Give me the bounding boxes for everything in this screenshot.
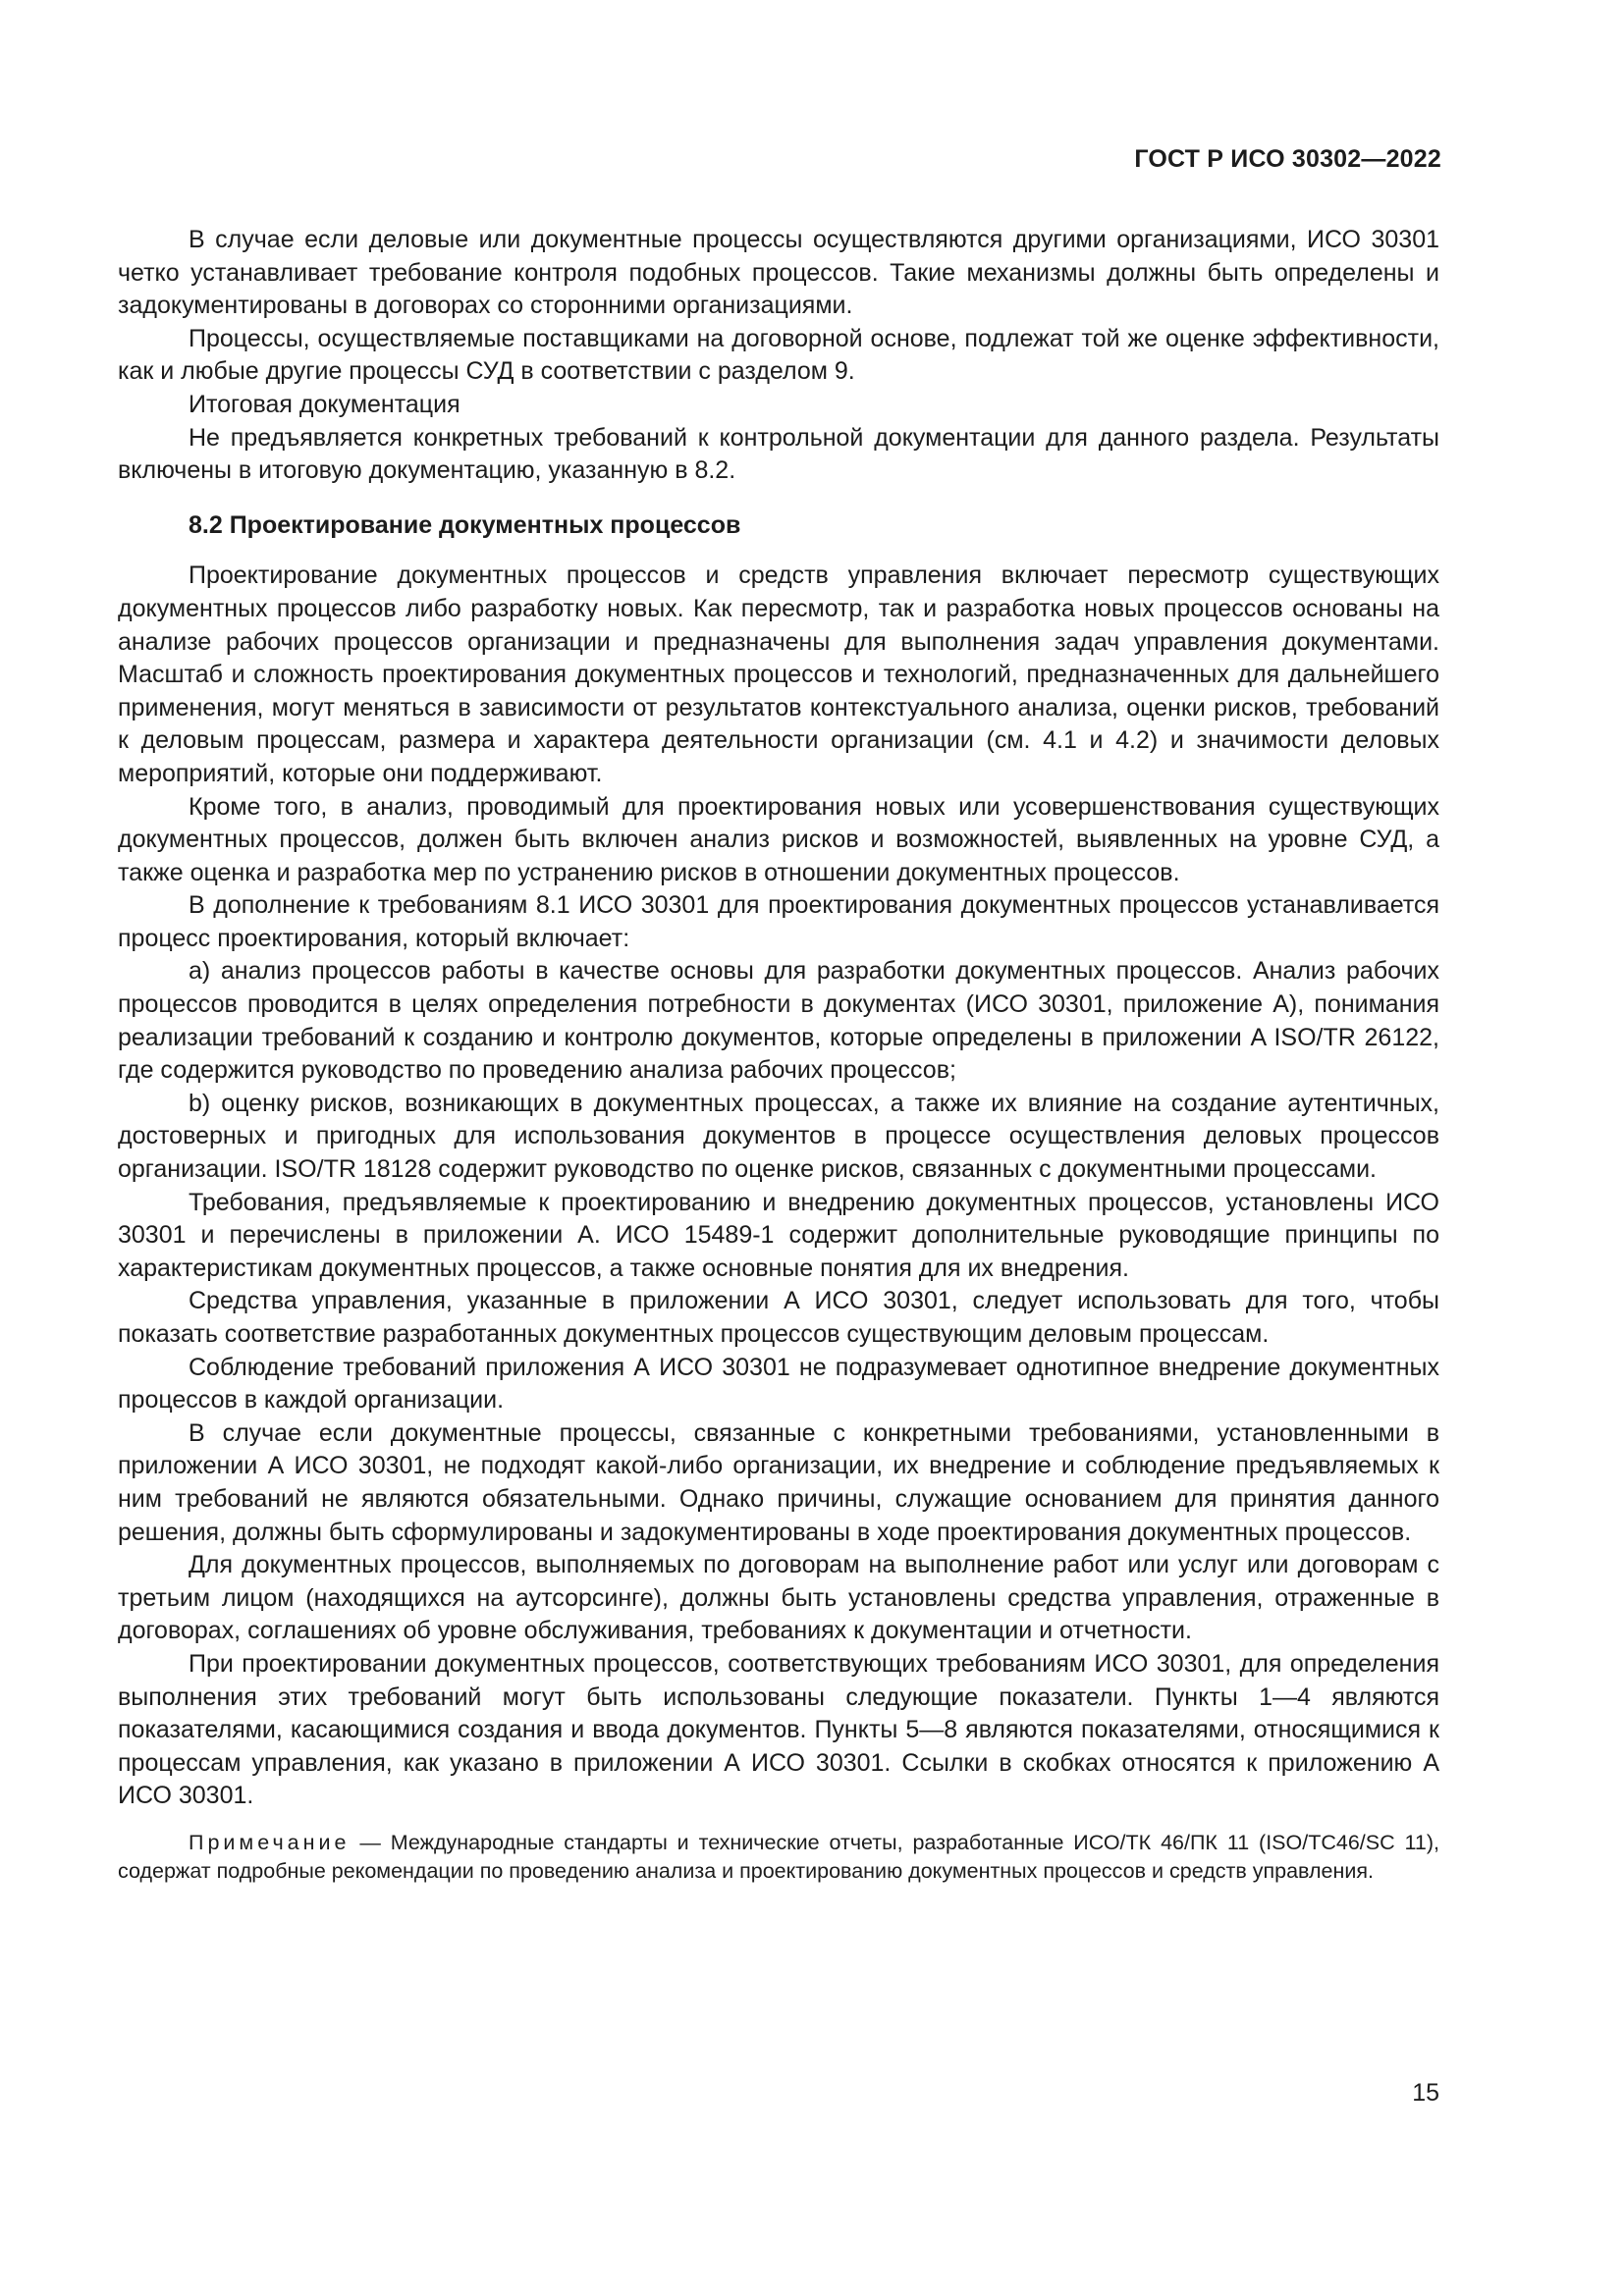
note-label: Примечание [189,1830,351,1854]
paragraph: Кроме того, в анализ, проводимый для проектирования новых или усовершенствования существующих документных процессов, должен быть включен анализ рисков и возможностей, выявленных на уровне СУД, а также оценка и разработка мер по устранению рисков в отношении документных процессов. [118,792,1439,886]
paragraph: Средства управления, указанные в приложении А ИСО 30301, следует использовать для того, чтобы показать соответствие разработанных документных процессов существующим деловым процессам. [118,1287,1439,1348]
paragraph: В дополнение к требованиям 8.1 ИСО 30301 для проектирования документных процессов устанавливается процесс проектирования, который включает: [118,891,1439,952]
subheading-final-documentation: Итоговая документация [189,390,460,418]
list-item-b: b) оценку рисков, возникающих в документных процессах, а также их влияние на создание аутентичных, достоверных и пригодных для использования документов в процессе осуществления деловых процессов организации. ISO/TR 18128 содержит руководство по оценке рисков, связанных с документными процессами. [118,1089,1439,1184]
paragraph: Соблюдение требований приложения А ИСО 30301 не подразумевает однотипное внедрение документных процессов в каждой организации. [118,1353,1439,1415]
list-item-a: a) анализ процессов работы в качестве основы для разработки документных процессов. Анализ рабочих процессов проводится в целях определения потребности в документах (ИСО 30301, приложение А), понимания реализации требований к созданию и контролю документов, которые определены в приложении A ISO/TR 26122, где содержится руководство по проведению анализа рабочих процессов; [118,957,1439,1085]
paragraph: Процессы, осуществляемые поставщиками на договорной основе, подлежат той же оценке эффективности, как и любые другие процессы СУД в соответствии с разделом 9. [118,324,1439,386]
paragraph: В случае если документные процессы, связанные с конкретными требованиями, установленными в приложении А ИСО 30301, не подходят какой-либо организации, их внедрение и соблюдение предъявляемых к ним требований не являются обязательными. Однако причины, служащие основанием для принятия данного решения, должны быть сформулированы и задокументированы в ходе проектирования документных процессов. [118,1418,1439,1546]
section-heading: 8.2 Проектирование документных процессов [189,510,741,539]
document-code-header: ГОСТ Р ИСО 30302—2022 [1134,145,1441,173]
paragraph: Требования, предъявляемые к проектированию и внедрению документных процессов, установлены ИСО 30301 и перечислены в приложении А. ИСО 15489-1 содержит дополнительные руководящие принципы по характеристикам документных процессов, а также основные понятия для их внедрения. [118,1188,1439,1282]
paragraph: При проектировании документных процессов, соответствующих требованиям ИСО 30301, для определения выполнения этих требований могут быть использованы следующие показатели. Пункты 1—4 являются показателями, касающимися создания и ввода документов. Пункты 5—8 являются показателями, относящимися к процессам управления, как указано в приложении А ИСО 30301. Ссылки в скобках относятся к приложению А ИСО 30301. [118,1649,1439,1810]
paragraph: Проектирование документных процессов и средств управления включает пересмотр существующих документных процессов либо разработку новых. Как пересмотр, так и разработка новых процессов основаны на анализе рабочих процессов организации и предназначены для выполнения задач управления документами. Масштаб и сложность проектирования документных процессов и технологий, предназначенных для дальнейшего применения, могут меняться в зависимости от результатов контекстуального анализа, оценки рисков, требований к деловым процессам, размера и характера деятельности организации (см. 4.1 и 4.2) и значимости деловых мероприятий, которые они поддерживают. [118,561,1439,787]
note-text: — Международные стандарты и технические отчеты, разработанные ИСО/ТК 46/ПК 11 (ISO/TC46/SC 11), содержат подробные рекомендации по проведению анализа и проектированию документных процессов и средств управления. [118,1830,1439,1883]
paragraph: Для документных процессов, выполняемых по договорам на выполнение работ или услуг или договорам с третьим лицом (находящихся на аутсорсинге), должны быть установлены средства управления, отраженные в договорах, соглашениях об уровне обслуживания, требованиях к документации и отчетности. [118,1551,1439,1645]
page-number: 15 [1412,2079,1439,2107]
paragraph: Не предъявляется конкретных требований к контрольной документации для данного раздела. Результаты включены в итоговую документацию, указанную в 8.2. [118,423,1439,485]
paragraph: В случае если деловые или документные процессы осуществляются другими организациями, ИСО 30301 четко устанавливает требование контроля подобных процессов. Такие механизмы должны быть определены и задокументированы в договорах со сторонними организациями. [118,226,1439,320]
document-body [118,224,1439,1886]
note [118,1829,1439,1886]
